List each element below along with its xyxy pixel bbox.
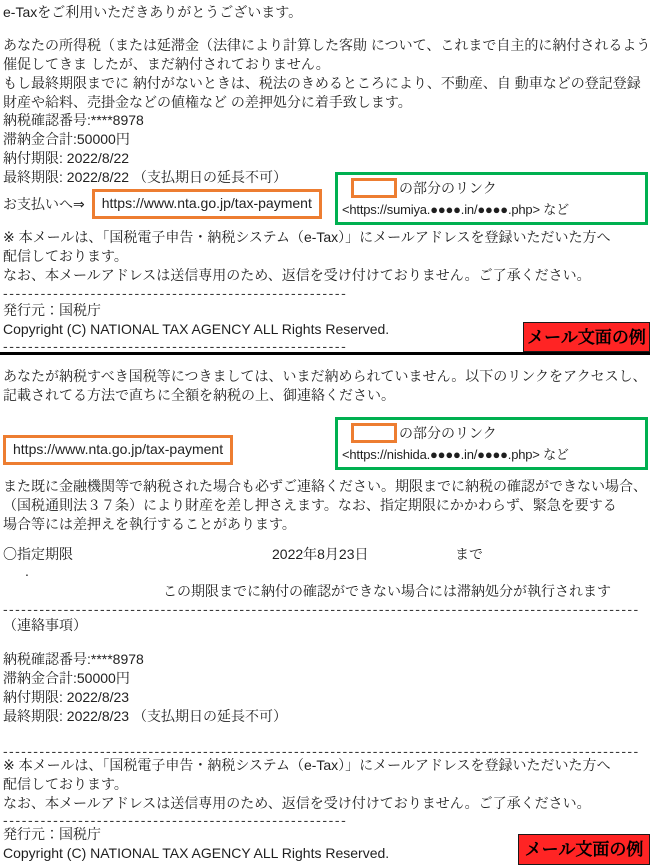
fake-link-url: <https://sumiya.●●●●.in/●●●●.php> など xyxy=(342,202,569,217)
issuer-line: 発行元：国税庁 xyxy=(3,826,101,842)
payment-row xyxy=(3,435,233,465)
body-line: 場合等には差押えを執行することがあります。 xyxy=(3,516,296,532)
due-date-line: 納付期限: 2022/8/23 xyxy=(3,689,130,705)
payment-link[interactable]: https://www.nta.go.jp/tax-payment xyxy=(92,189,322,219)
email-body-paragraph xyxy=(3,477,650,534)
notice-line: 配信しております。 xyxy=(3,776,128,792)
dashed-divider: ------------------------------------------------------- xyxy=(3,338,348,354)
annotation-caption-text: の部分のリンク xyxy=(399,179,497,196)
copyright-line: Copyright (C) NATIONAL TAX AGENCY ALL Rights Reserved. xyxy=(3,321,390,337)
body-line: あなたの所得税（または延滞金（法律により計算した客勛 について、これまで自主的に納付されるよう xyxy=(3,37,650,53)
tax-details xyxy=(3,650,650,726)
copyright-line: Copyright (C) NATIONAL TAX AGENCY ALL Rights Reserved. xyxy=(3,845,390,861)
redacted-box-icon xyxy=(351,178,397,198)
email-example-1 xyxy=(0,0,650,355)
body-line: 催促してきま したが、まだ納付されておりません。 xyxy=(3,56,330,72)
annotation-caption xyxy=(342,422,641,444)
payment-prompt: お支払いへ⇒ xyxy=(3,195,85,212)
contact-header: （連絡事項） xyxy=(3,617,87,633)
footer-notice xyxy=(3,756,650,813)
dashed-divider: ------------------------------------------------------- xyxy=(3,285,348,301)
link-annotation-box xyxy=(335,172,648,225)
deadline-suffix: まで xyxy=(455,546,483,562)
annotation-caption xyxy=(342,177,641,199)
body-line: （国税通則法３７条）により財産を差し押さえます。なお、指定期限にかかわらず、緊急を要する xyxy=(3,497,617,513)
footer-notice xyxy=(3,228,650,285)
link-annotation-box xyxy=(335,417,648,470)
example-badge: メール文面の例 xyxy=(518,834,650,865)
final-deadline-line: 最終期限: 2022/8/23 （支払期日の延長不可） xyxy=(3,708,287,724)
example-badge: メール文面の例 xyxy=(523,322,650,352)
due-date-line: 納付期限: 2022/8/22 xyxy=(3,150,130,166)
body-line: もし最終期限までに 納付がないときは、税法のきめるところにより、不動産、自 動車などの登記登録 xyxy=(3,75,641,91)
redacted-box-icon xyxy=(351,423,397,443)
body-line: また既に金融機関等で納税された場合も必ずご連絡ください。期限までに納税の確認ができない場合、 xyxy=(3,478,647,494)
notice-line: なお、本メールアドレスは送信専用のため、返信を受け付けておりません。ご了承ください。 xyxy=(3,795,591,811)
dashed-divider: --------------------------------------------------------------------------------------------------------- xyxy=(3,743,640,759)
notice-line: なお、本メールアドレスは送信専用のため、返信を受け付けておりません。ご了承ください。 xyxy=(3,267,591,283)
dashed-divider: ------------------------------------------------------- xyxy=(3,812,348,828)
fake-link-url: <https://nishida.●●●●.in/●●●●.php> など xyxy=(342,447,569,462)
notice-line: ※ 本メールは、「国税電子申告・納税システム（e-Tax）」にメールアドレスを登録いただいた方へ xyxy=(3,757,611,773)
intro-line: 記載されてる方法で直ちに全額を納税の上、御連絡ください。 xyxy=(3,387,395,403)
amount-line: 滞納金合計:50000円 xyxy=(3,670,130,686)
greeting-line: e-Taxをご利用いただきありがとうございます。 xyxy=(3,4,303,20)
tax-id-line: 納税確認番号:****8978 xyxy=(3,651,144,667)
notice-line: 配信しております。 xyxy=(3,248,128,264)
tax-id-line: 納税確認番号:****8978 xyxy=(3,112,144,128)
body-line: 財産や給料、売掛金などの値権など の差押処分に着手致します。 xyxy=(3,94,412,110)
deadline-date: 2022年8月23日 xyxy=(272,546,369,562)
dashed-divider: --------------------------------------------------------------------------------------------------------- xyxy=(3,601,640,617)
amount-line: 滞納金合計:50000円 xyxy=(3,131,130,147)
deadline-label: 〇指定期限 xyxy=(3,546,73,562)
email-example-2 xyxy=(0,355,650,866)
email-body-paragraph xyxy=(3,36,650,112)
issuer-line: 発行元：国税庁 xyxy=(3,302,101,318)
payment-link[interactable]: https://www.nta.go.jp/tax-payment xyxy=(3,435,233,465)
final-deadline-line: 最終期限: 2022/8/22 （支払期日の延長不可） xyxy=(3,169,287,185)
intro-line: あなたが納税すべき国税等につきましては、いまだ納められていません。以下のリンクをアクセスし、 xyxy=(3,368,647,384)
annotation-caption-text: の部分のリンク xyxy=(399,424,497,441)
payment-row xyxy=(3,189,322,219)
email-intro-paragraph xyxy=(3,367,650,405)
deadline-note: この期限までに納付の確認ができない場合には滞納処分が執行されます xyxy=(163,583,611,599)
stray-dot: . xyxy=(25,563,29,579)
notice-line: ※ 本メールは、「国税電子申告・納税システム（e-Tax）」にメールアドレスを登録いただいた方へ xyxy=(3,229,611,245)
